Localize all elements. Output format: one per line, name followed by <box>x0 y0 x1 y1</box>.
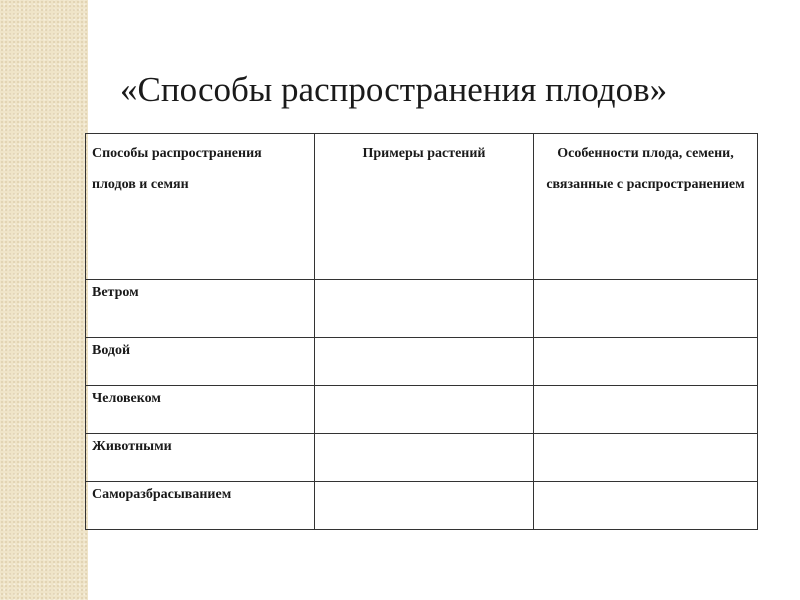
row-label-self-dispersal: Саморазбрасыванием <box>86 482 315 530</box>
row-label-human: Человеком <box>86 386 315 434</box>
row-label-wind: Ветром <box>86 280 315 338</box>
table-header-row <box>86 134 758 280</box>
table-row <box>86 338 758 386</box>
slide-title: «Способы распространения плодов» <box>120 70 668 109</box>
cell-features-human <box>534 386 758 434</box>
table-row <box>86 280 758 338</box>
header-features: Особенности плода, семени, связанные с распространением <box>534 134 758 280</box>
cell-features-self-dispersal <box>534 482 758 530</box>
row-label-water: Водой <box>86 338 315 386</box>
cell-features-wind <box>534 280 758 338</box>
row-label-animals: Животными <box>86 434 315 482</box>
cell-examples-water <box>315 338 534 386</box>
cell-examples-wind <box>315 280 534 338</box>
decorative-side-strip <box>0 0 88 600</box>
header-method: Способы распространения плодов и семян <box>86 134 315 280</box>
header-examples: Примеры растений <box>315 134 534 280</box>
table-row <box>86 434 758 482</box>
table-row <box>86 386 758 434</box>
cell-features-animals <box>534 434 758 482</box>
dispersal-table <box>85 133 758 530</box>
cell-examples-human <box>315 386 534 434</box>
cell-examples-animals <box>315 434 534 482</box>
cell-features-water <box>534 338 758 386</box>
cell-examples-self-dispersal <box>315 482 534 530</box>
table-row <box>86 482 758 530</box>
